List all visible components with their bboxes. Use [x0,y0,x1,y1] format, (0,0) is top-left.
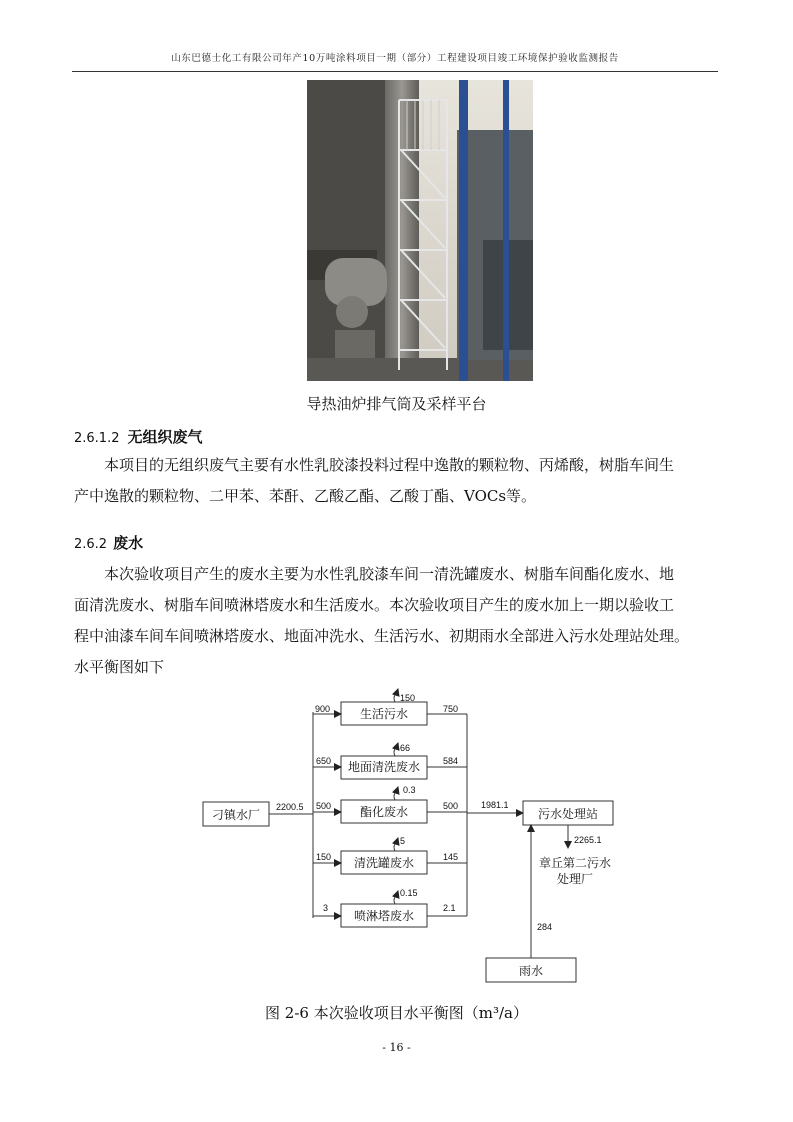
paragraph-line: 产中逸散的颗粒物、二甲苯、苯酐、乙酸乙酯、乙酸丁酯、VOCs等。 [74,487,537,505]
source-label: 刁镇水厂 [211,808,261,822]
flow-value: 150 [316,852,332,862]
section-title: 废水 [113,534,144,552]
flow-value: 284 [537,922,553,932]
paragraph-line: 水平衡图如下 [74,658,165,676]
section-heading-2612 [74,426,203,447]
page-number: - 16 - [382,1041,411,1054]
flow-value: 2265.1 [574,835,602,845]
unit-name: 地面清洗废水 [347,760,421,774]
section-number: 2.6.1.2 [74,431,120,446]
unit-name: 喷淋塔废水 [353,909,415,923]
photo-caption: 导热油炉排气筒及采样平台 [306,395,487,413]
section-heading-262 [74,532,143,553]
paragraph-line: 本次验收项目产生的废水主要为水性乳胶漆车间一清洗罐废水、树脂车间酯化废水、地 [104,565,675,583]
figure-caption: 图 2-6 本次验收项目水平衡图（m³/a） [265,1004,528,1022]
flow-value: 2.1 [443,903,456,913]
flow-value: 584 [443,756,459,766]
unit-name: 生活污水 [359,707,409,721]
water-balance-diagram [200,686,620,986]
unit-name: 酯化废水 [359,805,409,819]
loss-value: 5 [400,836,406,846]
loss-value: 0.15 [400,888,418,898]
header-rule [72,71,718,72]
flow-value: 500 [316,801,332,811]
flow-value: 750 [443,704,459,714]
loss-value: 66 [400,743,411,753]
fugitive-gas-paragraph [74,450,720,512]
section-title: 无组织废气 [127,428,203,446]
treatment-label: 污水处理站 [537,807,599,821]
loss-value: 150 [400,693,416,703]
flow-value: 3 [323,903,329,913]
paragraph-line: 本项目的无组织废气主要有水性乳胶漆投料过程中逸散的颗粒物、丙烯酸，树脂车间生 [104,456,675,474]
paragraph-line: 程中油漆车间车间喷淋塔废水、地面冲洗水、生活污水、初期雨水全部进入污水处理站处理。 [74,627,690,645]
exhaust-stack-photo [307,80,533,381]
wastewater-paragraph [74,559,720,683]
section-number: 2.6.2 [74,537,108,552]
rain-label: 雨水 [518,964,544,978]
receiver-label: 章丘第二污水 [538,856,612,870]
loss-value: 0.3 [403,785,416,795]
paragraph-line: 面清洗废水、树脂车间喷淋塔废水和生活废水。本次验收项目产生的废水加上一期以验收工 [74,596,675,614]
flow-value: 900 [315,704,331,714]
flow-value: 1981.1 [481,800,509,810]
flow-value: 650 [316,756,332,766]
report-header: 山东巴德士化工有限公司年产10万吨涂料项目一期（部分）工程建设项目竣工环境保护验收监测报告 [171,53,619,64]
flow-value: 500 [443,801,459,811]
unit-name: 清洗罐废水 [353,856,415,870]
receiver-label: 处理厂 [556,872,594,886]
flow-value: 2200.5 [276,802,304,812]
flow-value: 145 [443,852,459,862]
